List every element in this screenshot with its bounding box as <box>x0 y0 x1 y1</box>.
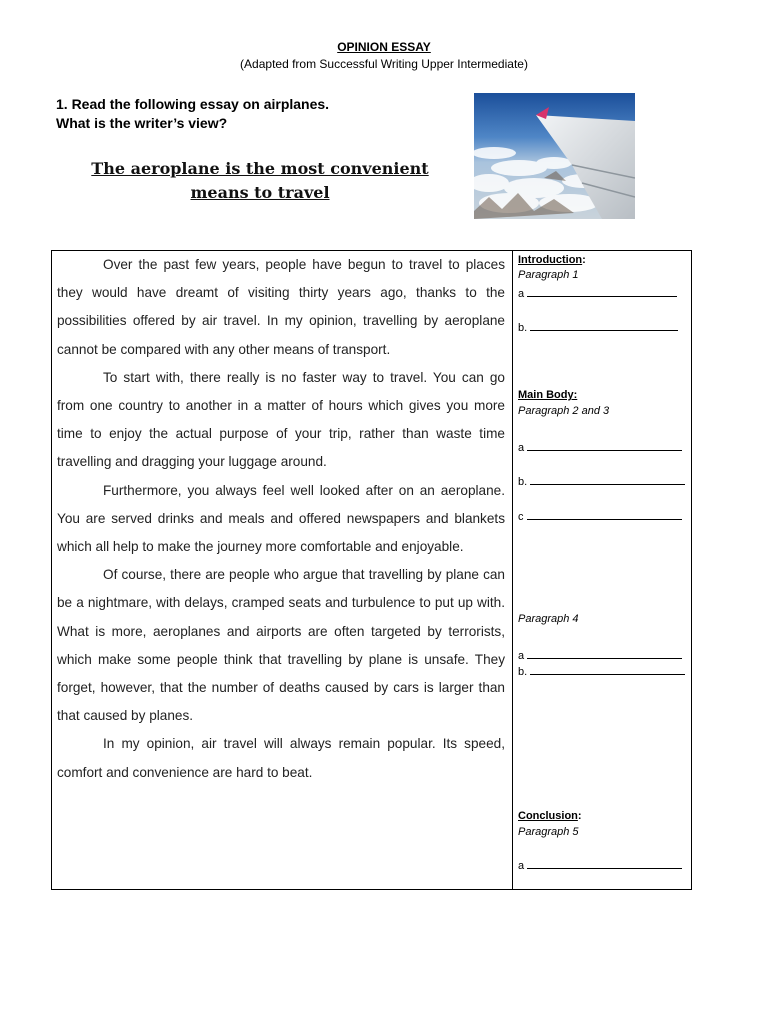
airplane-wing-icon <box>474 93 635 219</box>
p4-blank-b[interactable]: b. <box>518 665 688 678</box>
question-line-2: What is the writer’s view? <box>56 115 228 131</box>
conclusion-label: Conclusion: <box>518 810 582 822</box>
essay-paragraph-1: Over the past few years, people have begun to travel to places they would have dreamt of visiting thirty years ago, thanks to the possibilities offered by air travel. In my opinion, travelling by aeroplane cannot be compared with any other means of transport. <box>57 257 505 357</box>
essay-paragraph-2: To start with, there really is no faster way to travel. You can go from one country to another in a matter of hours which gives you more time to enjoy the actual purpose of your trip, rather than waste time travelling and dragging your luggage around. <box>57 369 505 470</box>
essay-paragraph-3: Furthermore, you always feel well looked after on an aeroplane. You are served drinks and meals and offered newspapers and blankets which all help to make the journey more comfortable and enjoyable. <box>57 482 505 555</box>
conclusion-blank-a[interactable]: a <box>518 859 688 872</box>
question-line-1: 1. Read the following essay on airplanes. <box>56 96 330 112</box>
essay-paragraph-5: In my opinion, air travel will always remain popular. Its speed, comfort and convenience are hard to beat. <box>57 736 505 780</box>
paragraph-1-label: Paragraph 1 <box>518 269 579 281</box>
essay-title <box>60 157 460 205</box>
essay-title-line-1: The aeroplane is the most convenient <box>91 159 429 178</box>
main-blank-a[interactable]: a <box>518 441 688 454</box>
intro-blank-a[interactable]: a <box>518 287 688 300</box>
column-divider <box>512 251 513 889</box>
main-body-label: Main Body: <box>518 389 578 401</box>
main-blank-c[interactable]: c <box>518 510 688 523</box>
intro-blank-b[interactable]: b. <box>518 321 688 334</box>
paragraph-5-label: Paragraph 5 <box>518 826 579 838</box>
paragraph-2-3-label: Paragraph 2 and 3 <box>518 405 610 417</box>
document-subtitle: (Adapted from Successful Writing Upper Intermediate) <box>240 57 528 71</box>
essay-table <box>51 250 692 890</box>
question <box>56 95 329 133</box>
essay-title-line-2: means to travel <box>190 183 330 202</box>
essay-paragraph-4: Of course, there are people who argue that travelling by plane can be a nightmare, with delays, cramped seats and turbulence to put up with. What is more, aeroplanes and airports are often targeted by terrorists, which make some people think that travelling by plane is unsafe. They forget, however, that the number of deaths caused by cars is larger than that caused by planes. <box>57 567 505 724</box>
p4-blank-a[interactable]: a <box>518 649 688 662</box>
introduction-label: Introduction: <box>518 254 586 266</box>
essay-body <box>57 251 505 787</box>
paragraph-4-label: Paragraph 4 <box>518 613 579 625</box>
main-blank-b[interactable]: b. <box>518 475 688 488</box>
airplane-wing-photo <box>474 93 635 219</box>
document-title: OPINION ESSAY <box>337 40 431 54</box>
